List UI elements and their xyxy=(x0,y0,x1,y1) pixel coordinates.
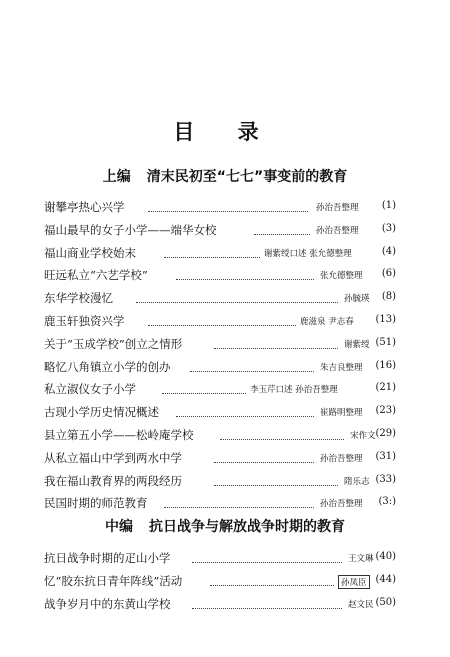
entry-author: 王文琳 xyxy=(348,554,374,564)
leader-dots xyxy=(148,313,296,326)
leader-dots xyxy=(148,199,308,212)
leader-dots xyxy=(214,336,338,349)
leader-dots xyxy=(220,427,344,440)
leader-dots xyxy=(214,473,338,486)
leader-dots xyxy=(176,267,314,280)
toc-entry xyxy=(44,425,396,448)
section-name: 抗日战争与解放战争时期的教育 xyxy=(149,519,345,535)
entry-page: (50) xyxy=(375,596,396,608)
toc-entry xyxy=(44,548,396,571)
entry-title: 古现小学历史情况概述 xyxy=(44,405,159,420)
entry-title: 福山最早的女子小学——端华女校 xyxy=(44,222,217,237)
entry-title: 关于“玉成学校”创立之情形 xyxy=(44,336,183,351)
toc-entry xyxy=(44,288,396,311)
toc-list-middle xyxy=(44,548,396,616)
leader-dots xyxy=(192,596,342,609)
entry-author-stamp: 孙凤臣 xyxy=(338,575,370,589)
entry-author: 孙治吾整理 xyxy=(316,203,359,213)
entry-title: 东华学校漫忆 xyxy=(44,291,113,306)
entry-author: 鹿滋泉 尹志春 xyxy=(300,316,354,327)
leader-dots xyxy=(190,359,314,372)
entry-page: (23) xyxy=(375,405,396,417)
entry-title: 从私立福山中学到两水中学 xyxy=(44,450,182,465)
entry-title: 略忆八角镇立小学的创办 xyxy=(44,359,171,374)
toc-entry xyxy=(44,379,396,402)
entry-page: (6) xyxy=(381,268,396,280)
leader-dots xyxy=(164,495,314,508)
leader-dots xyxy=(136,290,338,303)
entry-page: (4) xyxy=(381,245,396,257)
entry-page: (33) xyxy=(375,473,396,485)
toc-entry xyxy=(44,594,396,617)
section-label: 上编 xyxy=(102,169,131,185)
toc-entry xyxy=(44,571,396,594)
page-title: 目 录 xyxy=(173,120,277,144)
entry-author: 宋作文 xyxy=(350,430,376,441)
leader-dots xyxy=(176,404,314,417)
entry-author: 谢紫绶 xyxy=(344,339,370,350)
toc-entry xyxy=(44,402,396,425)
leader-dots xyxy=(162,381,246,394)
entry-page: (3) xyxy=(381,222,396,234)
entry-title: 忆“胶东抗日青年阵线”活动 xyxy=(44,573,183,588)
entry-title: 旺远私立“六艺学校” xyxy=(44,268,148,283)
entry-page: (1) xyxy=(381,200,396,211)
entry-title: 战争岁月中的东黄山学校 xyxy=(44,596,171,611)
toc-entry xyxy=(44,243,396,266)
entry-author: 孙治吾整理 xyxy=(320,499,363,510)
leader-dots xyxy=(254,222,310,235)
entry-title: 县立第五小学——松岭庵学校 xyxy=(44,427,194,442)
entry-author: 崔路明整理 xyxy=(320,408,363,419)
section-name: 清末民初至“七七”事变前的教育 xyxy=(146,169,348,185)
entry-page: (40) xyxy=(375,551,396,562)
entry-page: (8) xyxy=(381,291,396,303)
toc-entry xyxy=(44,357,396,380)
toc-list-upper xyxy=(44,197,396,516)
toc-entry xyxy=(44,334,396,357)
entry-page: (13) xyxy=(375,313,396,325)
leader-dots xyxy=(210,573,334,586)
entry-page: (44) xyxy=(375,573,396,585)
toc-entry xyxy=(44,471,396,494)
section-label: 中编 xyxy=(105,519,133,535)
leader-dots xyxy=(192,550,342,563)
toc-entry xyxy=(44,220,396,243)
entry-page: (31) xyxy=(375,450,396,462)
entry-page: (29) xyxy=(375,427,396,439)
entry-title: 谢攀亭热心兴学 xyxy=(44,200,125,214)
toc-entry xyxy=(44,311,396,334)
entry-author: 朱吉良整理 xyxy=(320,362,363,373)
entry-title: 我在福山教育界的两段经历 xyxy=(44,473,182,488)
entry-author: 赵文民 xyxy=(348,599,374,610)
entry-page: (3:) xyxy=(378,496,396,508)
entry-title: 民国时期的师范教育 xyxy=(44,496,148,511)
toc-entry xyxy=(44,448,396,471)
entry-author: 李玉芹口述 孙治吾整理 xyxy=(250,385,338,396)
section-heading-upper xyxy=(0,166,450,186)
entry-author: 孙毓瑛 xyxy=(344,294,370,305)
entry-title: 鹿玉轩独资兴学 xyxy=(44,313,125,328)
toc-entry xyxy=(44,493,396,516)
entry-author: 孙治吾整理 xyxy=(316,225,359,236)
leader-dots xyxy=(164,245,260,258)
entry-author: 谢紫绶口述 张允德整理 xyxy=(264,248,352,259)
entry-title: 抗日战争时期的疋山小学 xyxy=(44,551,171,565)
entry-page: (51) xyxy=(375,336,396,348)
leader-dots xyxy=(214,450,314,463)
section-heading-middle xyxy=(0,516,450,536)
entry-page: (16) xyxy=(375,359,396,371)
entry-author: 张允德整理 xyxy=(320,271,363,282)
entry-author: 孙治吾整理 xyxy=(320,453,363,464)
entry-author: 隋乐志 xyxy=(344,476,370,487)
entry-page: (21) xyxy=(375,382,396,394)
entry-title: 福山商业学校始末 xyxy=(44,245,136,260)
toc-entry xyxy=(44,197,396,220)
entry-title: 私立淑仪女子小学 xyxy=(44,382,136,397)
toc-entry xyxy=(44,265,396,288)
